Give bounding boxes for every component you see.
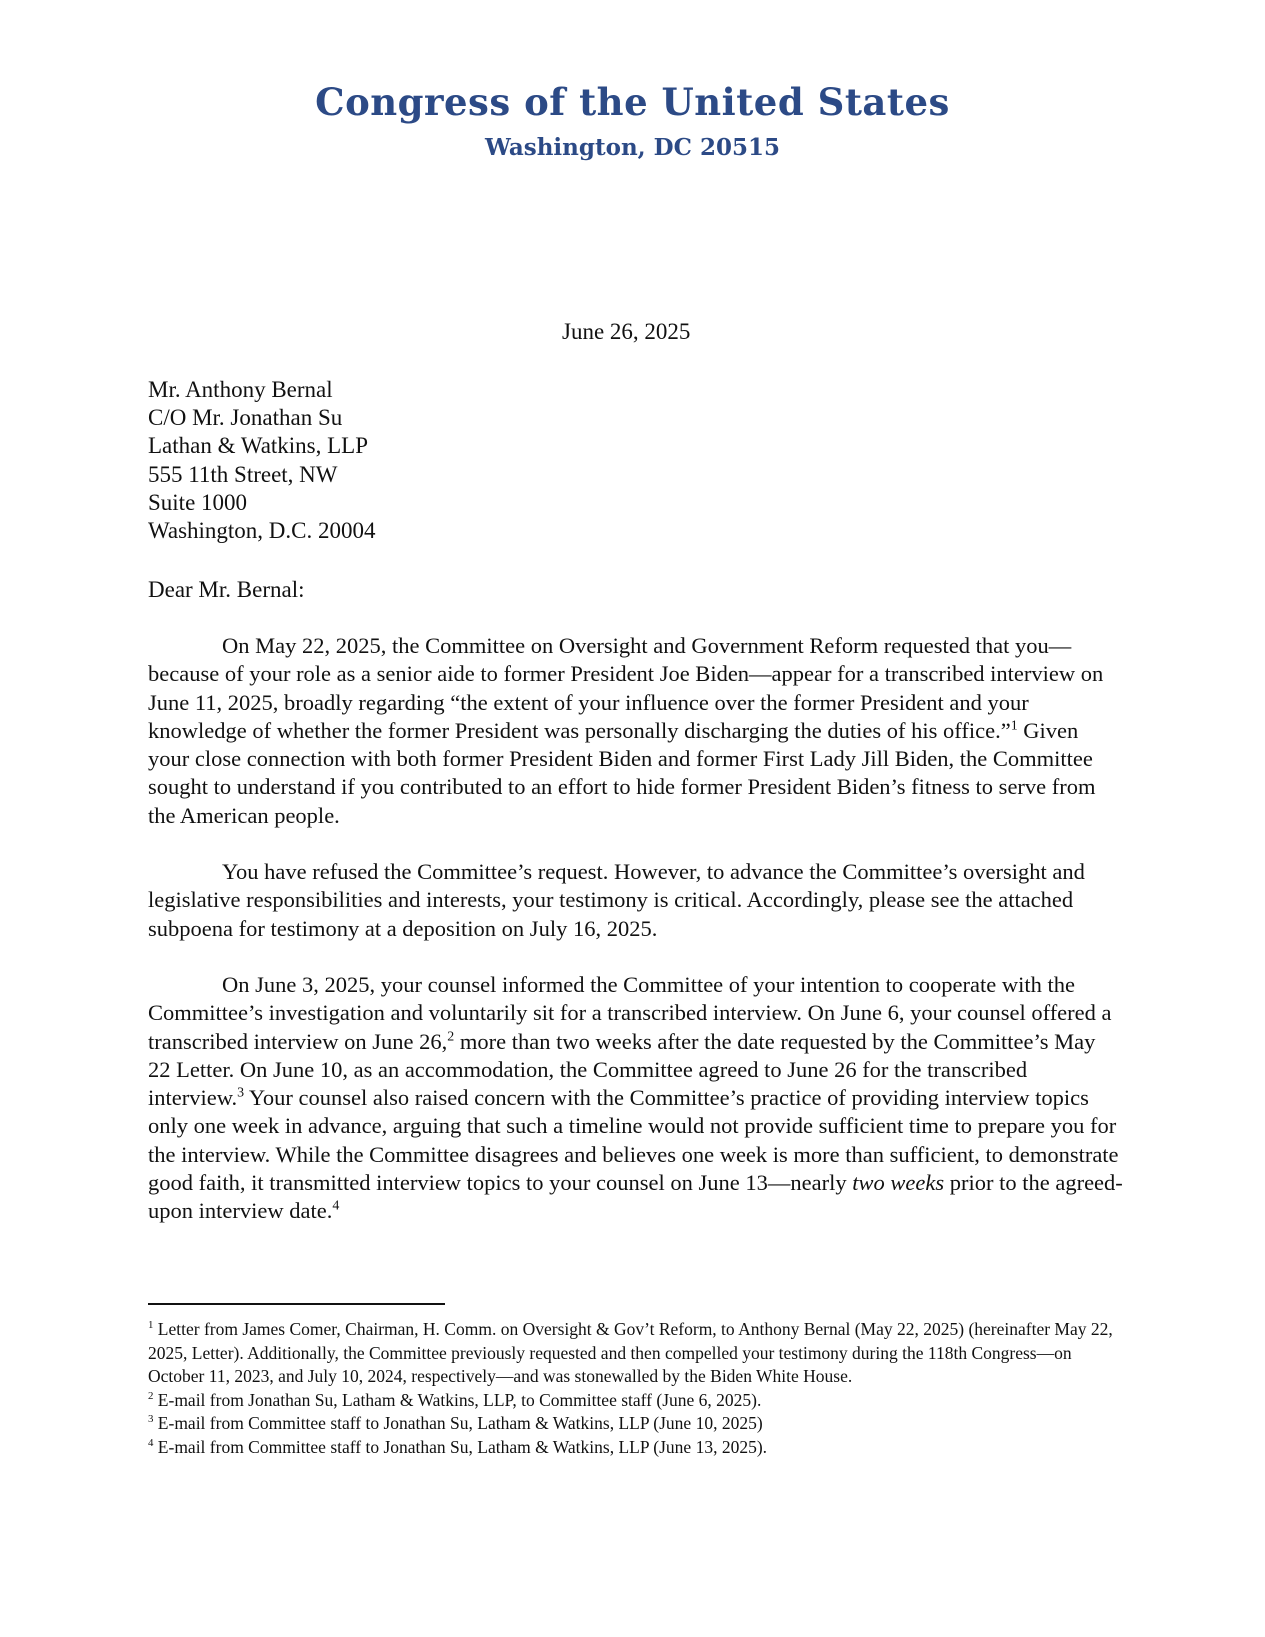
address-line: Mr. Anthony Bernal: [148, 377, 333, 402]
footnote-3: $^3$ E-mail from Committee staff to Jonathan Su, Latham & Watkins, LLP (June 10, 2025): [148, 1413, 763, 1433]
footnote-ref: 4: [332, 1198, 340, 1214]
footnote-4: $^4$ E-mail from Committee staff to Jonathan Su, Latham & Watkins, LLP (June 13, 2025).: [148, 1436, 768, 1457]
recipient-address: [148, 376, 376, 545]
footnote-ref: 1: [1010, 718, 1018, 734]
body-paragraph-3: On June 3, 2025, your counsel informed the Committee of your intention to cooperate with the Committee’s investigation and voluntarily sit for a transcribed interview. On June 6, your counsel offered a transcribed interview on June 26,$^2$ more than two weeks after the date requested by the Committee’s May 22 Letter. On June 10, as an accommodation, the Committee agreed to June 26 for the transcribed interview.$^3$ Your counsel also raised concern with the Committee’s practice of providing interview topics only one week in advance, arguing that such a timeline would not provide sufficient time to prepare you for the interview. While the Committee disagrees and believes one week is more than sufficient, to demonstrate good faith, it transmitted interview topics to your counsel on June 13—nearly two weeks prior to the agreed-upon interview date.$^4$: [148, 971, 1123, 1224]
address-line: Washington, D.C. 20004: [148, 518, 376, 544]
salutation: Dear Mr. Bernal:: [148, 577, 305, 602]
emphasis: two weeks: [852, 1170, 945, 1196]
address-line: C/O Mr. Jonathan Su: [148, 405, 343, 431]
body-paragraph-1: On May 22, 2025, the Committee on Oversight and Government Reform requested that you—because of your role as a senior aide to former President Joe Biden—appear for a transcribed interview on June 11, 2025, broadly regarding “the extent of your influence over the former President and your knowledge of whether the former President was personally discharging the duties of his office.”$^1$ Given your close connection with both former President Biden and former First Lady Jill Biden, the Committee sought to understand if you contributed to an effort to hide former President Biden’s fitness to serve from the American people.: [148, 633, 1104, 828]
footnote-ref: 2: [447, 1029, 455, 1045]
footnote-2: $^2$ E-mail from Jonathan Su, Latham & Watkins, LLP, to Committee staff (June 6, 2025).: [148, 1389, 762, 1410]
address-line: Lathan & Watkins, LLP: [148, 433, 369, 459]
footnote-divider: [148, 1303, 445, 1305]
letterhead-subtitle: Washington, DC 20515: [485, 134, 780, 161]
letterhead-title: Congress of the United States: [315, 80, 950, 124]
footnote-ref: 3: [237, 1085, 245, 1101]
address-line: 555 11th Street, NW: [148, 461, 338, 487]
body-paragraph-2: You have refused the Committee’s request. However, to advance the Committee’s oversight and legislative responsibilities and interests, your testimony is critical. Accordingly, please see the attached subpoena for testimony at a deposition on July 16, 2025.: [148, 859, 1085, 941]
footnote-1: $^1$ Letter from James Comer, Chairman, H. Comm. on Oversight & Gov’t Reform, to Anthony Bernal (May 22, 2025) (hereinafter May 22, 2025, Letter). Additionally, the Committee previously requested and then compelled your testimony during the 118th Congress—on October 11, 2023, and July 10, 2024, respectively—and was stonewalled by the Biden White House.: [148, 1319, 1113, 1386]
letterhead: [0, 80, 1265, 161]
letter-body: [148, 632, 1123, 1254]
address-line: Suite 1000: [148, 489, 248, 515]
letter-date: June 26, 2025: [562, 319, 691, 344]
footnotes: [148, 1318, 1123, 1459]
